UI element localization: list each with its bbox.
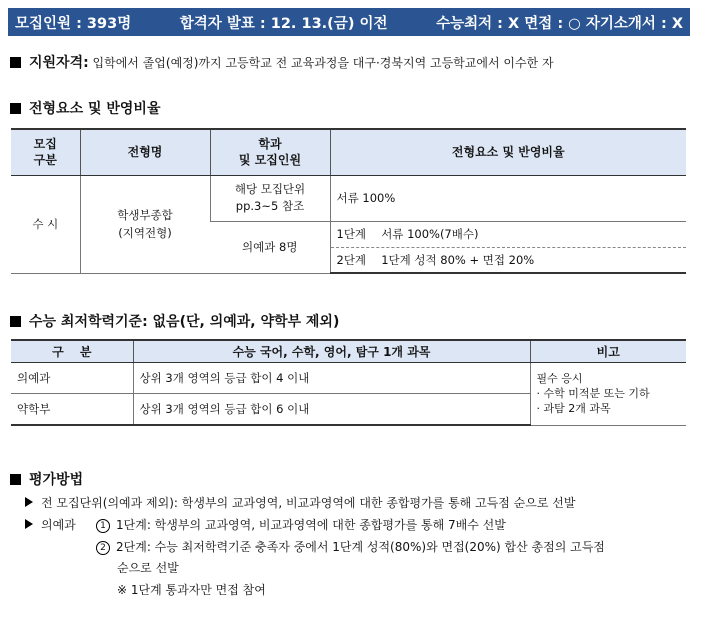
selection-table (11, 128, 686, 274)
section1-heading (10, 98, 160, 118)
qualification-text: 입학에서 졸업(예정)까지 고등학교 전 교육과정을 대구·경북지역 고등학교에서 이수한 자 (92, 56, 554, 70)
csat-header-req: 수능 국어, 수학, 영어, 탐구 1개 과목 (133, 340, 530, 363)
csat-minimum: 수능최저 : X (436, 15, 520, 32)
csat-row-dept: 약학부 (11, 394, 133, 426)
eval-line-1 (25, 494, 575, 511)
header-type: 전형명 (80, 129, 210, 175)
summary-banner (8, 8, 690, 36)
square-bullet-icon (10, 103, 21, 114)
eval-step-2 (96, 538, 605, 555)
eval-text-2: 1단계: 학생부의 교과영역, 비교과영역에 대한 종합평가를 통해 7배수 선발 (116, 518, 506, 532)
eval-line-2 (25, 516, 76, 533)
announce-date: 합격자 발표 : 12. 13.(금) 이전 (179, 15, 388, 32)
circled-number-icon: 2 (96, 541, 110, 555)
section1-title: 전형요소 및 반영비율 (29, 101, 161, 117)
csat-header-dept: 구 분 (11, 340, 133, 363)
eval-text-3: 2단계: 수능 최저학력기준 충족자 중에서 1단계 성적(80%)와 면접(20%) 합산 총점의 고득점 (116, 540, 605, 554)
eval-text-4: 순으로 선발 (117, 561, 179, 575)
eval-label-medicine: 의예과 (41, 518, 76, 532)
header-category: 모집 구분 (11, 129, 80, 175)
square-bullet-icon (10, 316, 21, 327)
csat-row-req: 상위 3개 영역의 등급 합이 6 이내 (133, 394, 530, 426)
stage1-cell: 1단계 서류 100%(7배수) (330, 221, 686, 247)
note-line-1: · 수학 미적분 또는 기하 (536, 387, 650, 401)
note-line-2: · 과탐 2개 과목 (536, 402, 611, 416)
self-intro-flag: 자기소개서 : X (585, 15, 683, 32)
square-bullet-icon (10, 57, 21, 68)
triangle-bullet-icon (25, 519, 33, 529)
header-ratio: 전형요소 및 반영비율 (330, 129, 686, 175)
dept1-cell: 해당 모집단위 pp.3~5 참조 (210, 175, 330, 221)
type-name-cell: 학생부종합 (지역전형) (80, 175, 210, 273)
csat-note-cell (530, 363, 686, 426)
section2-title: 수능 최저학력기준: 없음(단, 의예과, 약학부 제외) (29, 314, 340, 330)
eval-text-5: ※ 1단계 통과자만 면접 참여 (117, 583, 266, 597)
square-bullet-icon (10, 474, 21, 485)
note-title: 필수 응시 (536, 372, 583, 386)
dept2-cell: 의예과 8명 (210, 221, 330, 273)
eval-step-1 (96, 516, 506, 533)
csat-table (11, 339, 686, 426)
banner-criteria-group (436, 12, 683, 33)
circled-number-icon: 1 (96, 519, 110, 533)
qualification (10, 52, 554, 72)
csat-row-dept: 의예과 (11, 363, 133, 394)
stage2-cell: 2단계 1단계 성적 80% + 면접 20% (330, 247, 686, 273)
qualification-title: 지원자격: (29, 55, 89, 71)
category-cell: 수 시 (11, 175, 80, 273)
csat-row-req: 상위 3개 영역의 등급 합이 4 이내 (133, 363, 530, 394)
eval-text-1: 전 모집단위(의예과 제외): 학생부의 교과영역, 비교과영역에 대한 종합평가를 통해 고득점 순으로 선발 (41, 496, 576, 510)
interview-flag: 면접 : ○ (524, 15, 581, 32)
section3-title: 평가방법 (29, 472, 84, 488)
triangle-bullet-icon (25, 497, 33, 507)
header-dept: 학과 및 모집인원 (210, 129, 330, 175)
section3-heading (10, 469, 83, 489)
dept1-ratio-cell: 서류 100% (330, 175, 686, 221)
csat-header-note: 비고 (530, 340, 686, 363)
section2-heading (10, 311, 339, 331)
recruit-count: 모집인원 : 393명 (15, 15, 132, 32)
